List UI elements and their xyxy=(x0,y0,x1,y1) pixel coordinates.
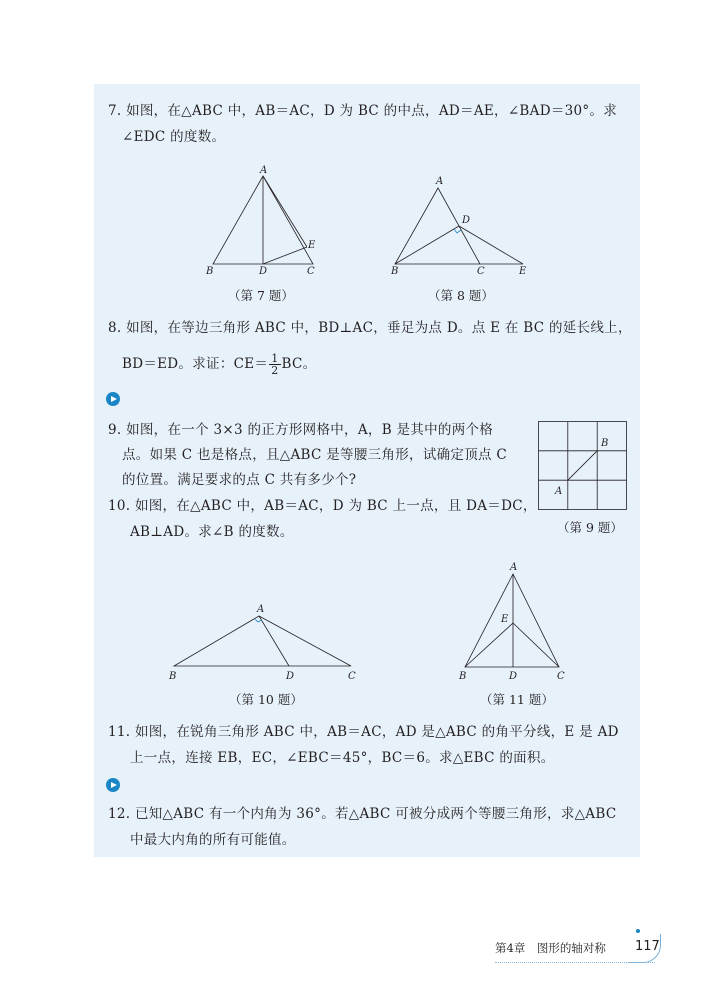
problem-9-line-1: 9. 如图，在一个 3×3 的正方形网格中，A，B 是其中的两个格 xyxy=(108,422,494,438)
fig8-label-d: D xyxy=(462,215,471,226)
caption-fig-9: （第 9 题） xyxy=(557,520,623,535)
problem-8-line-2 xyxy=(122,353,316,376)
fig7-label-d: D xyxy=(259,266,268,277)
fig8-label-e: E xyxy=(519,266,527,277)
play-circle-icon xyxy=(106,392,120,406)
fig11-label-d: D xyxy=(509,671,518,682)
fig11-label-e: E xyxy=(501,614,509,625)
fig9-label-a: A xyxy=(555,486,563,497)
fig7-label-e: E xyxy=(308,240,316,251)
fig7-label-c: C xyxy=(307,266,315,277)
problem-9-line-3: 的位置。满足要求的点 C 共有多少个? xyxy=(122,472,357,488)
problem-10-line-2: AB⊥AD。求∠B 的度数。 xyxy=(130,524,294,540)
caption-fig-8: （第 8 题） xyxy=(428,288,494,303)
problem-9-line-2: 点。如果 C 也是格点，且△ABC 是等腰三角形，试确定顶点 C xyxy=(122,447,508,463)
fig10-label-d: D xyxy=(286,671,295,682)
fig8-label-c: C xyxy=(477,266,485,277)
section-heading-exploration xyxy=(106,778,126,792)
play-circle-icon xyxy=(106,778,120,792)
problem-7-line-1: 7. 如图，在△ABC 中，AB＝AC，D 为 BC 的中点，AD＝AE，∠BAD＝30°。求 xyxy=(108,103,618,119)
fig10-label-c: C xyxy=(348,671,356,682)
fig11-label-b: B xyxy=(459,671,467,682)
figure-11 xyxy=(455,560,575,685)
fig11-label-c: C xyxy=(557,671,565,682)
fig11-label-a: A xyxy=(510,562,518,573)
page-number-arc xyxy=(628,934,661,963)
fig7-label-b: B xyxy=(206,266,214,277)
problem-12-line-1: 12. 已知△ABC 有一个内角为 36°。若△ABC 可被分成两个等腰三角形，求△ABC xyxy=(108,806,617,822)
caption-fig-7: （第 7 题） xyxy=(228,288,294,303)
fraction-denominator: 2 xyxy=(271,364,279,377)
problem-8-line-1: 8. 如图，在等边三角形 ABC 中，BD⊥AC，垂足为点 D。点 E 在 BC 的延长线上， xyxy=(108,320,632,336)
chapter-footer: 第4章 图形的轴对称 xyxy=(495,941,606,955)
fig10-label-b: B xyxy=(169,671,177,682)
fig9-label-b: B xyxy=(601,438,609,449)
fig8-label-b: B xyxy=(391,266,399,277)
problem-7-line-2: ∠EDC 的度数。 xyxy=(122,129,226,145)
page-number: 117 xyxy=(635,939,660,954)
problem-11-line-2: 上一点，连接 EB，EC，∠EBC＝45°，BC＝6。求△EBC 的面积。 xyxy=(130,750,555,766)
fig7-label-a: A xyxy=(260,165,268,176)
section-heading-extension xyxy=(106,392,126,406)
figure-8 xyxy=(385,170,535,285)
fraction-one-half xyxy=(269,353,280,376)
fig10-label-a: A xyxy=(257,604,265,615)
figure-10 xyxy=(165,600,365,685)
problem-8-line-2-pre: BD＝ED。求证：CE＝ xyxy=(122,356,269,372)
figure-7 xyxy=(200,160,330,285)
fig8-label-a: A xyxy=(436,176,444,187)
problem-10-line-1: 10. 如图，在△ABC 中，AB＝AC，D 为 BC 上一点，且 DA＝DC， xyxy=(108,498,537,514)
problem-11-line-1: 11. 如图，在锐角三角形 ABC 中，AB＝AC，AD 是△ABC 的角平分线，E 是 AD xyxy=(108,724,619,740)
footer-dotted-rule xyxy=(495,962,655,963)
problem-12-line-2: 中最大内角的所有可能值。 xyxy=(130,832,296,848)
fraction-numerator: 1 xyxy=(271,352,279,365)
caption-fig-11: （第 11 题） xyxy=(480,692,554,707)
caption-fig-10: （第 10 题） xyxy=(229,692,303,707)
problem-8-line-2-post: BC。 xyxy=(281,356,317,372)
figure-9-grid xyxy=(538,421,628,511)
page-number-dot xyxy=(636,929,640,933)
